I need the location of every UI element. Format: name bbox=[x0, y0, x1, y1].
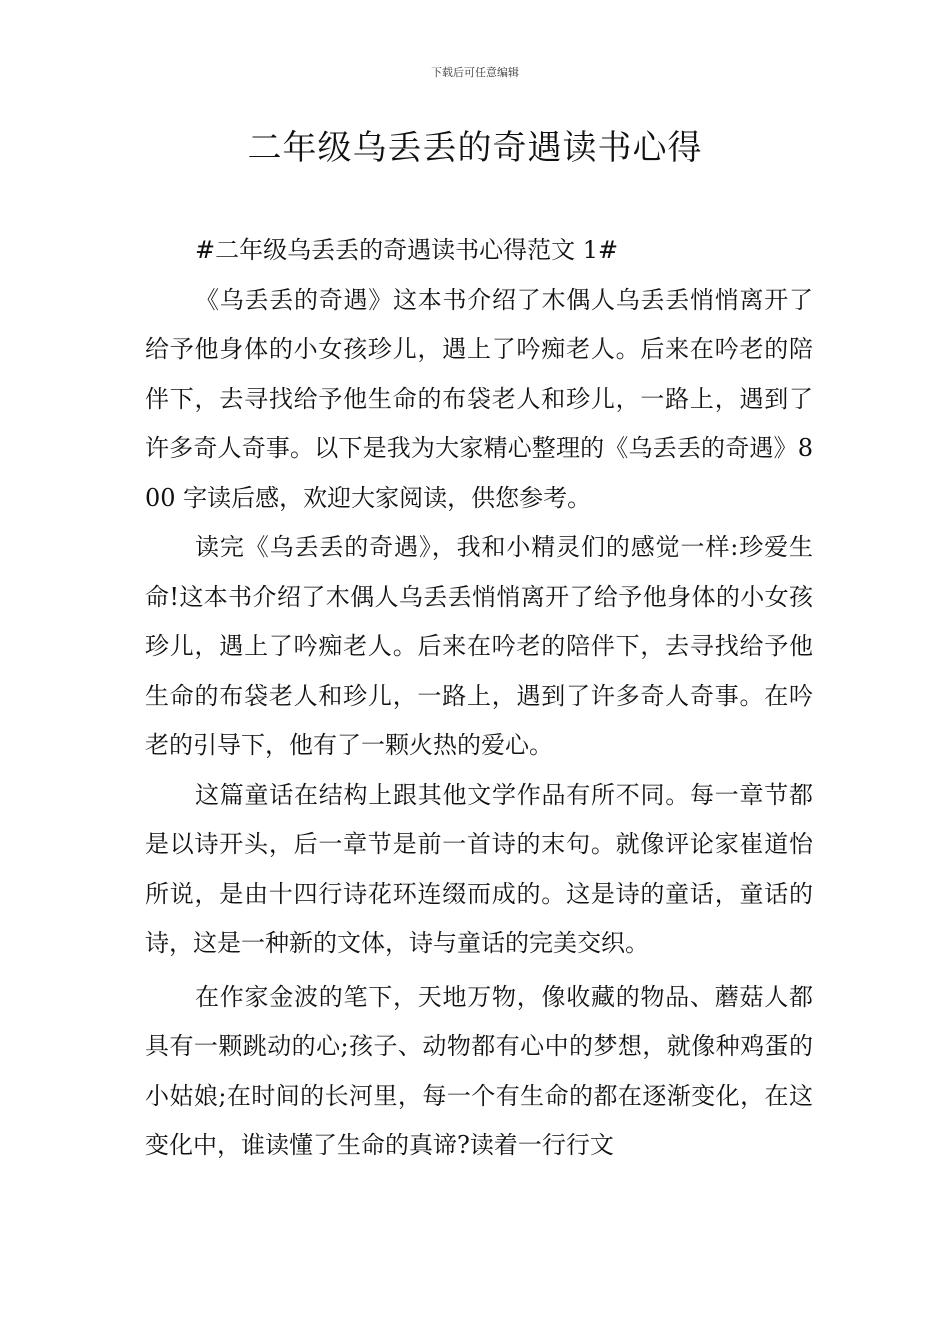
document-title: 二年级乌丢丢的奇遇读书心得 bbox=[247, 128, 703, 168]
section-heading: #二年级乌丢丢的奇遇读书心得范文 1# bbox=[195, 236, 619, 264]
header-note: 下载后可任意编辑 bbox=[431, 66, 519, 79]
document-body bbox=[145, 226, 813, 1171]
body-paragraph: 《乌丢丢的奇遇》这本书介绍了木偶人乌丢丢悄悄离开了给予他身体的小女孩珍儿，遇上了吟痴老人。后来在吟老的陪伴下，去寻找给予他生命的布袋老人和珍儿，一路上，遇到了许多奇人奇事。以下是我为大家精心整理的《乌丢丢的奇遇》800 字读后感，欢迎大家阅读，供您参考。 bbox=[145, 285, 813, 512]
body-paragraph: 读完《乌丢丢的奇遇》，我和小精灵们的感觉一样:珍爱生命!这本书介绍了木偶人乌丢丢悄悄离开了给予他身体的小女孩珍儿，遇上了吟痴老人。后来在吟老的陪伴下，去寻找给予他生命的布袋老人和珍儿，一路上，遇到了许多奇人奇事。在吟老的引导下，他有了一颗火热的爱心。 bbox=[145, 533, 813, 759]
body-paragraph: 在作家金波的笔下，天地万物，像收藏的物品、蘑菇人都具有一颗跳动的心;孩子、动物都有心中的梦想，就像种鸡蛋的小姑娘;在时间的长河里，每一个有生命的都在逐渐变化，在这变化中，谁读懂了生命的真谛?读着一行行文 bbox=[145, 982, 813, 1159]
body-paragraph: 这篇童话在结构上跟其他文学作品有所不同。每一章节都是以诗开头，后一章节是前一首诗的末句。就像评论家崔道怡所说，是由十四行诗花环连缀而成的。这是诗的童话，童话的诗，这是一种新的文体，诗与童话的完美交织。 bbox=[145, 780, 813, 957]
